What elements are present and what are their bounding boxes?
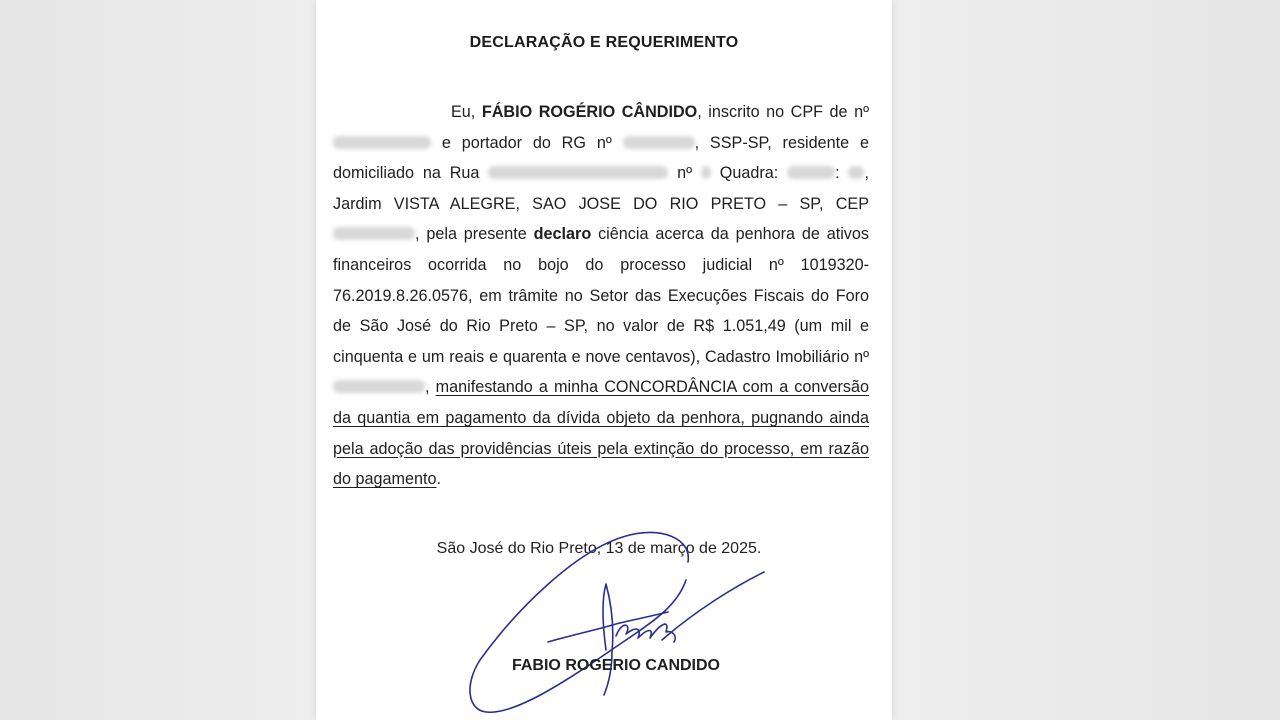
body-text-segment: ciência acerca da penhora de ativos financeiros ocorrida no bojo do processo judicial nº 1019320-76.2019.8.26.0576, em trâmite no Setor das Execuções Fiscais do Foro de São José do Rio Preto – SP, no valor de R$ 1.051,49 (um mil e cinquenta e um reais e quarenta e nove centavos), Cadastro Imobiliário nº [333, 225, 869, 366]
background-left [0, 0, 316, 720]
place-and-date: São José do Rio Preto, 13 de março de 2025. [436, 540, 762, 557]
document-page [316, 0, 892, 720]
redacted-cadastro [333, 380, 425, 393]
body-text-segment: , pela presente [415, 225, 534, 244]
signer-name: FABIO ROGERIO CANDIDO [511, 657, 720, 674]
redacted-cep [333, 227, 415, 240]
redacted-street [488, 166, 668, 179]
redacted-rg [623, 136, 695, 149]
concordance-statement: manifestando a minha CONCORDÂNCIA com a conversão da quantia em pagamento da dívida objeto da penhora, pugnando ainda pela adoção das providências úteis pela extinção do processo, em razão do pagamento [333, 378, 869, 489]
body-text-segment: , SSP-SP, residente e domiciliado na Rua [333, 133, 869, 183]
signature-letter-stroke [662, 572, 764, 640]
redacted-lote [848, 166, 864, 179]
redacted-quadra [787, 166, 835, 179]
background-right [892, 0, 1280, 720]
signature-letter-stroke [603, 584, 613, 695]
declaro-keyword: declaro [533, 225, 592, 244]
body-text-segment: nº [668, 164, 701, 183]
signature-loop-stroke [470, 532, 688, 712]
body-text-segment: Eu, [451, 103, 482, 121]
body-text-segment: . [436, 470, 442, 489]
document-title: DECLARAÇÃO E REQUERIMENTO [469, 34, 739, 51]
body-text-segment: Quadra: [710, 164, 788, 183]
body-text-segment: e portador do RG nº [431, 133, 623, 152]
declarant-name: FÁBIO ROGÉRIO CÂNDIDO [481, 103, 698, 121]
handwritten-signature [456, 520, 776, 720]
body-text-segment: , [425, 378, 436, 397]
body-text-segment: : [835, 164, 849, 183]
body-text-segment: , Jardim VISTA ALEGRE, SAO JOSE DO RIO PRETO – SP, CEP [333, 164, 869, 213]
redacted-house-number [701, 166, 711, 179]
redacted-cpf [333, 136, 431, 149]
declaration-body [333, 97, 869, 495]
body-text-segment: , inscrito no CPF de nº [697, 103, 870, 121]
